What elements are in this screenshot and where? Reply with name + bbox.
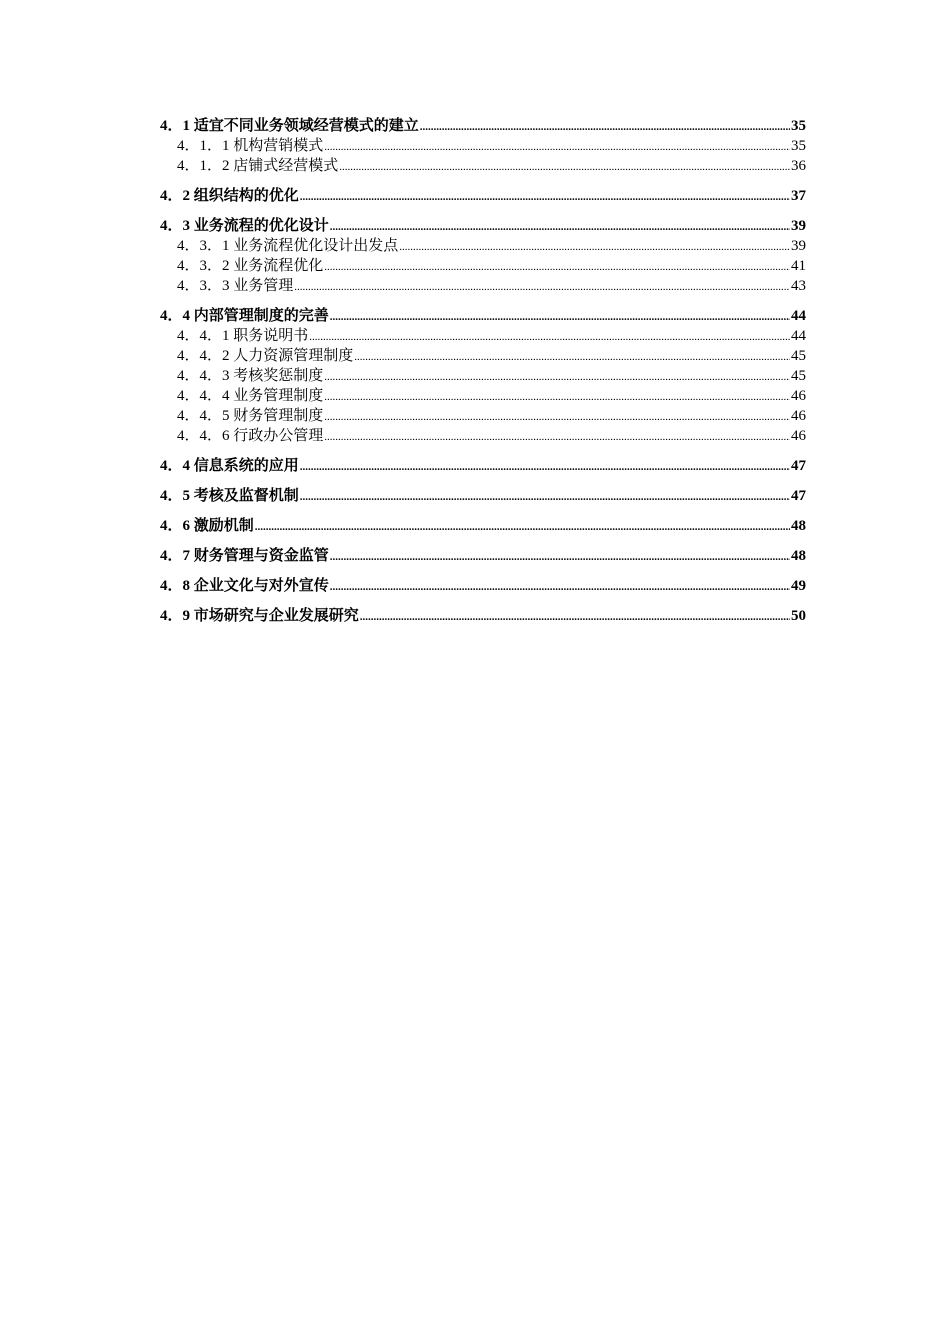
toc-leader-dots: [300, 457, 790, 477]
toc-leader-dots: [309, 327, 790, 347]
toc-entry-page: 50: [791, 608, 806, 624]
toc-entry-label: 4．4 内部管理制度的完善: [160, 308, 329, 324]
toc-entry-page: 39: [791, 218, 806, 234]
toc-entry-page: 46: [791, 428, 806, 444]
toc-entry[interactable]: [160, 346, 806, 366]
toc-entry-label: 4．3 业务流程的优化设计: [160, 218, 329, 234]
toc-entry[interactable]: [160, 186, 806, 206]
toc-entry[interactable]: [160, 236, 806, 256]
toc-leader-dots: [339, 157, 790, 177]
toc-entry-label: 4．6 激励机制: [160, 518, 254, 534]
toc-leader-dots: [324, 387, 790, 407]
toc-entry[interactable]: [160, 576, 806, 596]
toc-leader-dots: [324, 257, 790, 277]
toc-leader-dots: [330, 217, 790, 237]
toc-entry-label: 4．7 财务管理与资金监管: [160, 548, 329, 564]
toc-entry-label: 4．8 企业文化与对外宣传: [160, 578, 329, 594]
toc-entry[interactable]: [160, 256, 806, 276]
toc-entry-page: 44: [791, 328, 806, 344]
toc-entry[interactable]: [160, 216, 806, 236]
toc-leader-dots: [324, 367, 790, 387]
toc-entry-page: 35: [791, 118, 806, 134]
toc-entry-label: 4．4．1 职务说明书: [177, 328, 309, 344]
toc-entry-page: 39: [791, 238, 806, 254]
toc-leader-dots: [330, 307, 790, 327]
toc-entry[interactable]: [160, 426, 806, 446]
toc-entry[interactable]: [160, 326, 806, 346]
toc-leader-dots: [330, 547, 790, 567]
toc-entry-label: 4．1 适宜不同业务领域经营模式的建立: [160, 118, 419, 134]
toc-leader-dots: [330, 577, 790, 597]
toc-entry-page: 46: [791, 408, 806, 424]
toc-entry[interactable]: [160, 516, 806, 536]
toc-entry[interactable]: [160, 136, 806, 156]
toc-entry-page: 48: [791, 548, 806, 564]
toc-leader-dots: [420, 117, 790, 137]
toc-entry-label: 4．4 信息系统的应用: [160, 458, 299, 474]
toc-leader-dots: [294, 277, 790, 297]
toc-entry[interactable]: [160, 456, 806, 476]
toc-entry-label: 4．3．2 业务流程优化: [177, 258, 324, 274]
toc-entry[interactable]: [160, 606, 806, 626]
toc-entry-label: 4．9 市场研究与企业发展研究: [160, 608, 359, 624]
toc-entry-label: 4．3．3 业务管理: [177, 278, 294, 294]
toc-entry[interactable]: [160, 306, 806, 326]
toc-entry[interactable]: [160, 406, 806, 426]
toc-leader-dots: [360, 607, 790, 627]
toc-entry-page: 46: [791, 388, 806, 404]
toc-entry-page: 47: [791, 458, 806, 474]
toc-entry-page: 44: [791, 308, 806, 324]
toc-leader-dots: [354, 347, 790, 367]
toc-entry-label: 4．3．1 业务流程优化设计出发点: [177, 238, 399, 254]
toc-entry-label: 4．4．2 人力资源管理制度: [177, 348, 354, 364]
toc-entry-page: 45: [791, 348, 806, 364]
toc-entry[interactable]: [160, 276, 806, 296]
table-of-contents: [160, 116, 806, 626]
toc-entry-label: 4．1．1 机构营销模式: [177, 138, 324, 154]
toc-entry[interactable]: [160, 546, 806, 566]
toc-entry-label: 4．2 组织结构的优化: [160, 188, 299, 204]
toc-entry[interactable]: [160, 156, 806, 176]
toc-entry-label: 4．1．2 店铺式经营模式: [177, 158, 339, 174]
toc-entry-page: 49: [791, 578, 806, 594]
toc-entry[interactable]: [160, 386, 806, 406]
toc-entry-page: 47: [791, 488, 806, 504]
toc-entry-label: 4．4．4 业务管理制度: [177, 388, 324, 404]
toc-entry-page: 43: [791, 278, 806, 294]
toc-leader-dots: [324, 407, 790, 427]
toc-entry-label: 4．4．6 行政办公管理: [177, 428, 324, 444]
toc-entry[interactable]: [160, 116, 806, 136]
toc-leader-dots: [255, 517, 790, 537]
toc-leader-dots: [300, 487, 790, 507]
toc-leader-dots: [324, 137, 790, 157]
toc-leader-dots: [324, 427, 790, 447]
toc-leader-dots: [300, 187, 790, 207]
toc-entry-label: 4．5 考核及监督机制: [160, 488, 299, 504]
toc-entry[interactable]: [160, 366, 806, 386]
toc-entry-page: 37: [791, 188, 806, 204]
toc-entry-page: 41: [791, 258, 806, 274]
toc-entry[interactable]: [160, 486, 806, 506]
toc-leader-dots: [399, 237, 790, 257]
toc-entry-page: 35: [791, 138, 806, 154]
toc-entry-page: 36: [791, 158, 806, 174]
toc-entry-label: 4．4．5 财务管理制度: [177, 408, 324, 424]
toc-entry-label: 4．4．3 考核奖惩制度: [177, 368, 324, 384]
toc-entry-page: 45: [791, 368, 806, 384]
toc-entry-page: 48: [791, 518, 806, 534]
